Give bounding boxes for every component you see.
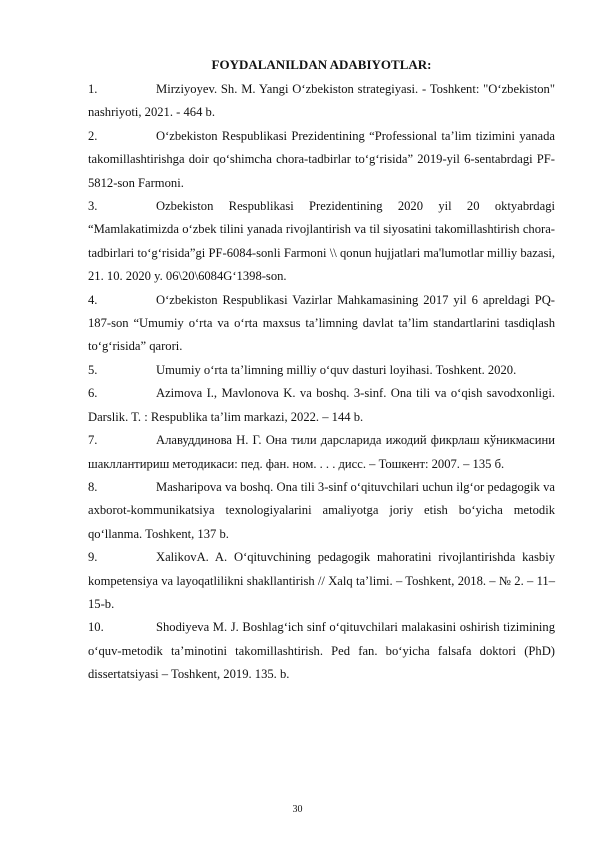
reference-number: 2. (88, 128, 98, 143)
reference-item (88, 429, 555, 476)
reference-number: 6. (88, 386, 98, 401)
reference-text: XalikovA. A. O‘qituvchining pedagogik mahoratini rivojlantirishda kasbiy kompetensiya va layoqatlilikni shakllantirish // Xalq ta’limi. – Toshkent, 2018. – № 2. – 11–15-b. (88, 550, 555, 611)
reference-text: Mirziyoyev. Sh. M. Yangi O‘zbekiston strategiyasi. - Toshkent: "O‘zbekiston" nashriyoti, 2021. - 464 b. (88, 82, 555, 120)
reference-item (88, 382, 555, 429)
bibliography-title: FOYDALANILDAN ADABIYOTLAR: (211, 57, 432, 72)
reference-item (88, 78, 555, 125)
reference-item (88, 476, 555, 546)
reference-number: 8. (88, 479, 98, 494)
reference-text: Masharipova va boshq. Ona tili 3-sinf o‘qituvchilari uchun ilg‘or pedagogik va axborot-kommunikatsiya texnologiyalarini amaliyotga joriy etish bo‘yicha metodik qo‘llanma. Toshkent, 137 b. (88, 479, 555, 541)
reference-text: Shodiyeva M. J. Boshlag‘ich sinf o‘qituvchilari malakasini oshirish tizimining o‘quv-metodik ta’minotini takomillashtirish. Ped fan. bo‘yicha falsafa doktori (PhD) dissertatsiyasi – Toshkent, 2019. 135. b. (88, 620, 555, 682)
reference-text: O‘zbekiston Respublikasi Vazirlar Mahkamasining 2017 yil 6 apreldagi PQ-187-son “Umumiy o‘rta va o‘rta maxsus ta’limning davlat ta’lim standartlarini tasdiqlash to‘g‘risida” qarori. (88, 292, 555, 354)
reference-number: 10. (88, 620, 104, 635)
reference-item (88, 125, 555, 195)
reference-item (88, 616, 555, 686)
reference-number: 9. (88, 550, 98, 565)
reference-item (88, 546, 555, 616)
reference-number: 5. (88, 362, 98, 377)
reference-text: Umumiy o‘rta ta’limning milliy o‘quv dasturi loyihasi. Toshkent. 2020. (156, 362, 517, 377)
reference-number: 1. (88, 82, 98, 96)
reference-item (88, 359, 555, 382)
reference-number: 4. (88, 292, 98, 307)
reference-text: Алавуддинова Н. Г. Она тили дарсларида ижодий фикрлаш кўникмасини шакллантириш методикаси: пед. фан. ном. . . . дисс. – Тошкент: 2007. – 135 б. (88, 433, 555, 471)
reference-item (88, 195, 555, 289)
reference-number: 7. (88, 433, 98, 448)
reference-text: Ozbekiston Respublikasi Prezidentining 2020 yil 20 oktyabrdagi “Mamlakatimizda o‘zbek tilini yanada rivojlantirish va til siyosatini takomillashtirish chora-tadbirlari to‘g‘risida”gi PF-6084-sonli Farmoni \\ qonun hujjatlari ma'lumotlar milliy bazasi, 21. 10. 2020 y. 06\20\6084G‘1398-son. (88, 199, 555, 284)
reference-text: O‘zbekiston Respublikasi Prezidentining “Professional ta’lim tizimini yanada takomillashtirishga doir qo‘shimcha chora-tadbirlar to‘g‘risida” 2019-yil 6-sentabrdagi PF-5812-son Farmoni. (88, 128, 555, 190)
reference-list (88, 78, 555, 687)
reference-text: Azimova I., Mavlonova K. va boshq. 3-sinf. Ona tili va o‘qish savodxonligi. Darslik. T. : Respublika ta’lim markazi, 2022. – 144 b. (88, 386, 555, 424)
page-number: 30 (292, 804, 303, 815)
reference-item (88, 289, 555, 359)
reference-number: 3. (88, 199, 98, 214)
